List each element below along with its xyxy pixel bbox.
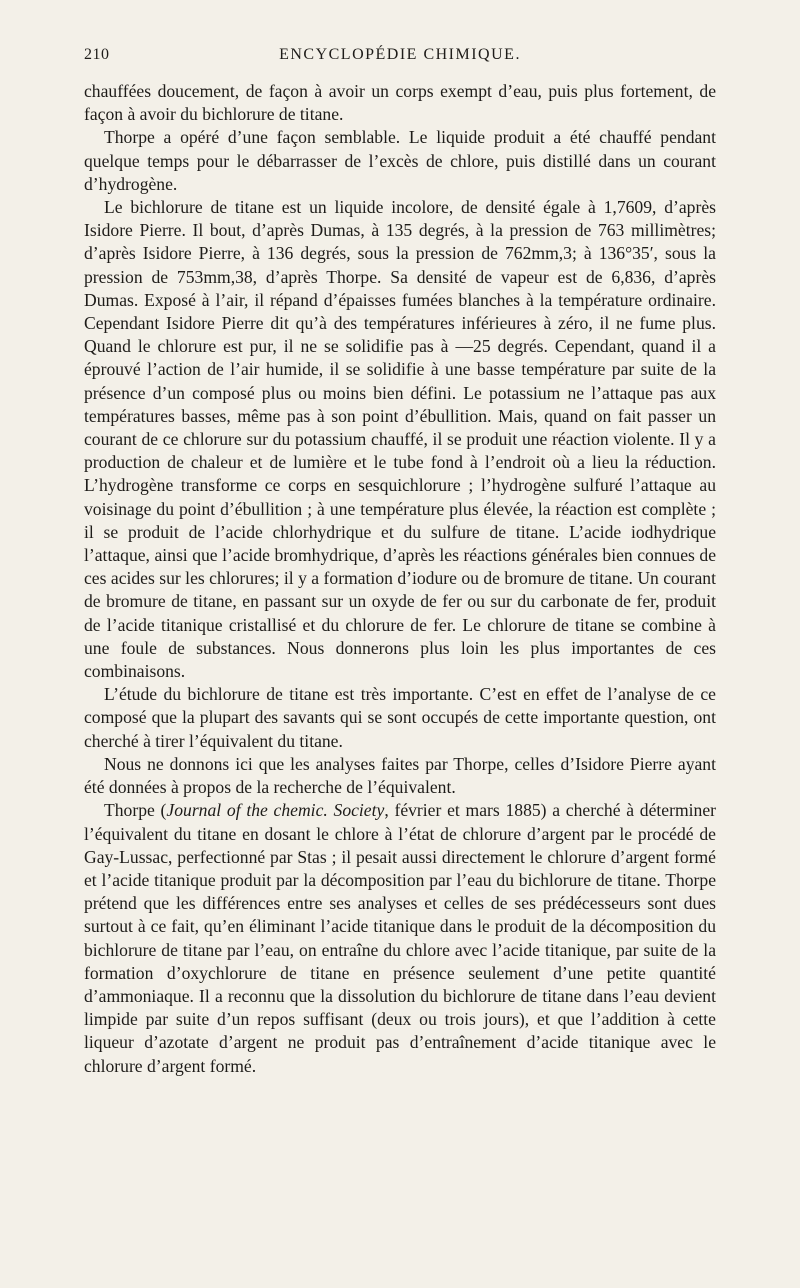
paragraph-properties: Le bichlorure de titane est un liquide incolore, de densité égale à 1,7609, d’après Isidore Pierre. Il bout, d’après Dumas, à 135 degrés, à la pression de 763 millimètres; d’après Isidore Pierre, à 136 degrés, sous la pression de 762mm,3; à 136°35′, sous la pression de 753mm,38, d’après Thorpe. Sa densité de vapeur est de 6,836, d’après Dumas. Exposé à l’air, il répand d’épaisses fumées blanches à la température ordinaire. Cependant Isidore Pierre dit qu’à des températures inférieures à zéro, il ne fume plus. Quand le chlorure est pur, il ne se solidifie pas à —25 degrés. Cependant, quand il a éprouvé l’action de l’air humide, il se solidifie à une basse température par suite de la présence d’un composé plus ou moins bien défini. Le potassium ne l’attaque pas aux températures basses, même pas à son point d’ébullition. Mais, quand on fait passer un courant de ce chlorure sur du potassium chauffé, il se produit une réaction violente. Il y a production de chaleur et de lumière et le tube fond à l’endroit où a lieu la réduction. L’hydrogène transforme ce corps en sesquichlorure ; l’hydrogène sulfuré l’attaque au voisinage du point d’ébullition ; à une température plus élevée, la réaction est complète ; il se produit de l’acide chlorhydrique et du sulfure de titane. L’acide iodhydrique l’attaque, ainsi que l’acide bromhydrique, d’après les réactions générales bien connues de ces acides sur les chlorures; il y a formation d’iodure ou de bromure de titane. Un courant de bromure de titane, en passant sur un oxyde de fer ou sur du carbonate de fer, produit de l’acide titanique cristallisé et du chlorure de fer. Le chlorure de titane se combine à une foule de substances. Nous donnerons plus loin les plus importantes de ces combinaisons. bbox=[84, 197, 716, 682]
paragraph-analyses: Nous ne donnons ici que les analyses faites par Thorpe, celles d’Isidore Pierre ayant été données à propos de la recherche de l’équivalent. bbox=[84, 753, 716, 798]
journal-title: Journal of the chemic. Society bbox=[166, 800, 385, 821]
thorpe-text-after: , février et mars 1885) a cherché à déterminer l’équivalent du titane en dosant le chlore à l’état de chlorure d’argent par le procédé de Gay-Lussac, perfectionné par Stas ; il pesait aussi directement le chlorure d’argent formé et l’acide titanique produit par la décomposition par l’eau du bichlorure de titane. Thorpe prétend que les différences entre ses analyses et celles de ses prédécesseurs sont dues surtout à ce fait, qu’en éliminant l’acide titanique dans le produit de la décomposition du bichlorure de titane par l’eau, on entraîne du chlore avec l’acide titanique, par suite de la formation d’oxychlorure de titane en présence seulement d’une petite quantité d’ammoniaque. Il a reconnu que la dissolution du bichlorure de titane dans l’eau devient limpide par suite d’un repos suffisant (deux ou trois jours), et que l’addition à cette liqueur d’azotate d’argent ne produit pas d’entraînement d’acide titanique avec le chlorure d’argent formé. bbox=[84, 800, 716, 1076]
paragraph-thorpe-equivalent bbox=[84, 799, 716, 1077]
paragraph-importance: L’étude du bichlorure de titane est très importante. C’est en effet de l’analyse de ce composé que la plupart des savants qui se sont occupés de cette importante question, ont cherché à tirer l’équivalent du titane. bbox=[84, 684, 716, 751]
page-header bbox=[84, 46, 716, 70]
body-text bbox=[84, 80, 716, 1078]
page-number: 210 bbox=[84, 46, 110, 63]
paragraph-thorpe-method: Thorpe a opéré d’une façon semblable. Le liquide produit a été chauffé pendant quelque temps pour le débarrasser de l’excès de chlore, puis distillé dans un courant d’hydrogène. bbox=[84, 127, 716, 194]
paragraph-continuation: chauffées doucement, de façon à avoir un corps exempt d’eau, puis plus fortement, de façon à avoir du bichlorure de titane. bbox=[84, 81, 716, 125]
running-title: ENCYCLOPÉDIE CHIMIQUE. bbox=[279, 46, 521, 63]
thorpe-text-before: Thorpe ( bbox=[104, 800, 167, 821]
